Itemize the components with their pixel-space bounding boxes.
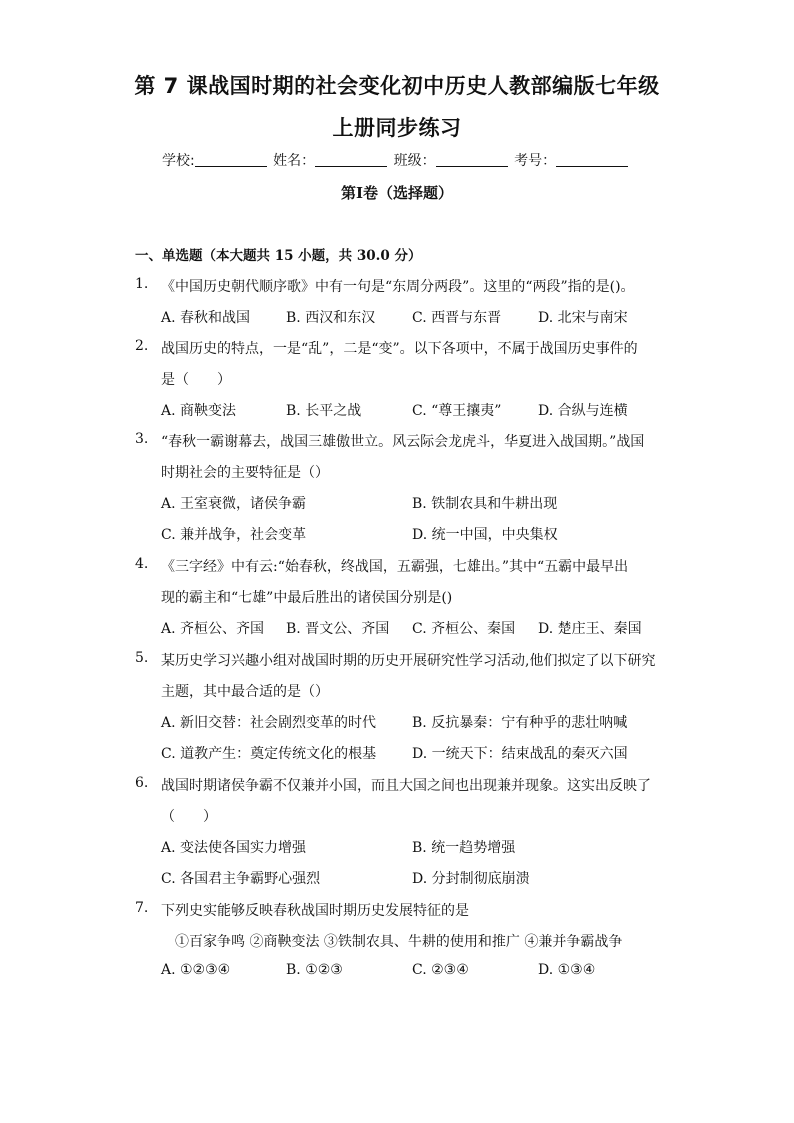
option-d: D. 分封制彻底崩溃 [412, 871, 530, 887]
option-d: D. 北宋与南宋 [538, 310, 628, 326]
class-label: 班级： [393, 153, 436, 169]
question-number: 3. [135, 431, 149, 447]
option-c: C. 兼并战争，社会变革 [161, 527, 307, 543]
question-stem: 战国时期诸侯争霸不仅兼并小国，而且大国之间也出现兼并现象。这实出反映了 [161, 778, 651, 794]
question-stem: 《三字经》中有云:“始春秋，终战国，五霸强，七雄出。”其中“五霸中最早出 [161, 559, 629, 575]
question-number: 7. [135, 900, 149, 916]
option-b: B. ①②③ [286, 962, 343, 978]
option-a: A. 商鞅变法 [161, 403, 237, 419]
option-c: C. “尊王攘夷” [412, 403, 502, 419]
name-label: 姓名： [273, 153, 316, 169]
question-stem-cont: 时期社会的主要特征是（） [161, 465, 329, 481]
exam-number-label: 考号： [514, 153, 557, 169]
option-b: B. 晋文公、齐国 [286, 621, 390, 637]
question-stem: 《中国历史朝代顺序歌》中有一句是“东周分两段”。这里的“两段”指的是()。 [161, 279, 635, 295]
question-number: 1. [135, 276, 149, 292]
volume-title: 第Ⅰ卷（选择题） [340, 184, 454, 202]
question-stem-cont: 是（ ） [161, 372, 231, 388]
option-a: A. ①②③④ [161, 962, 231, 978]
option-c: C. 道教产生：奠定传统文化的根基 [161, 746, 377, 762]
question-number: 4. [135, 556, 149, 572]
option-a: A. 春秋和战国 [161, 310, 251, 326]
question-stem: 下列史实能够反映春秋战国时期历史发展特征的是 [161, 903, 469, 919]
school-blank [195, 152, 267, 167]
page-title-line2: 上册同步练习 [332, 116, 462, 140]
section-title: 一、单选题（本大题共 15 小题，共 30.0 分） [135, 248, 422, 264]
question-statements: ①百家争鸣 ②商鞅变法 ③铁制农具、牛耕的使用和推广 ④兼并争霸战争 [161, 934, 623, 950]
option-a: A. 王室衰微，诸侯争霸 [161, 496, 307, 512]
question-number: 5. [135, 650, 149, 666]
school-label: 学校: [162, 153, 195, 169]
question-stem: 战国历史的特点，一是“乱”，二是“变”。以下各项中，不属于战国历史事件的 [161, 341, 638, 357]
option-d: D. 楚庄王、秦国 [538, 621, 642, 637]
option-a: A. 变法使各国实力增强 [161, 840, 307, 856]
question-stem: 某历史学习兴趣小组对战国时期的历史开展研究性学习活动,他们拟定了以下研究 [161, 653, 656, 669]
option-c: C. ②③④ [412, 962, 469, 978]
option-b: B. 反抗暴秦：宁有种乎的悲壮呐喊 [412, 715, 628, 731]
student-info-row [162, 150, 630, 170]
option-b: B. 西汉和东汉 [286, 310, 376, 326]
question-number: 2. [135, 338, 149, 354]
option-b: B. 统一趋势增强 [412, 840, 516, 856]
question-stem-cont: 主题，其中最合适的是（） [161, 684, 329, 700]
option-d: D. 一统天下：结束战乱的秦灭六国 [412, 746, 628, 762]
option-a: A. 齐桓公、齐国 [161, 621, 265, 637]
option-c: C. 西晋与东晋 [412, 310, 502, 326]
option-c: C. 各国君主争霸野心强烈 [161, 871, 321, 887]
question-number: 6. [135, 775, 149, 791]
question-stem-cont: 现的霸主和“七雄”中最后胜出的诸侯国分别是() [161, 590, 453, 606]
class-blank [436, 152, 508, 167]
option-b: B. 长平之战 [286, 403, 362, 419]
question-stem: “春秋一霸谢幕去，战国三雄傲世立。风云际会龙虎斗，华夏进入战国期。”战国 [161, 434, 645, 450]
question-stem-cont: （ ） [161, 809, 217, 825]
option-b: B. 铁制农具和牛耕出现 [412, 496, 558, 512]
option-c: C. 齐桓公、秦国 [412, 621, 516, 637]
option-a: A. 新旧交替：社会剧烈变革的时代 [161, 715, 377, 731]
option-d: D. 统一中国，中央集权 [412, 527, 558, 543]
name-blank [315, 152, 387, 167]
page-title-line1: 第 7 课战国时期的社会变化初中历史人教部编版七年级 [134, 74, 660, 98]
exam-number-blank [556, 152, 628, 167]
option-d: D. ①③④ [538, 962, 596, 978]
option-d: D. 合纵与连横 [538, 403, 628, 419]
